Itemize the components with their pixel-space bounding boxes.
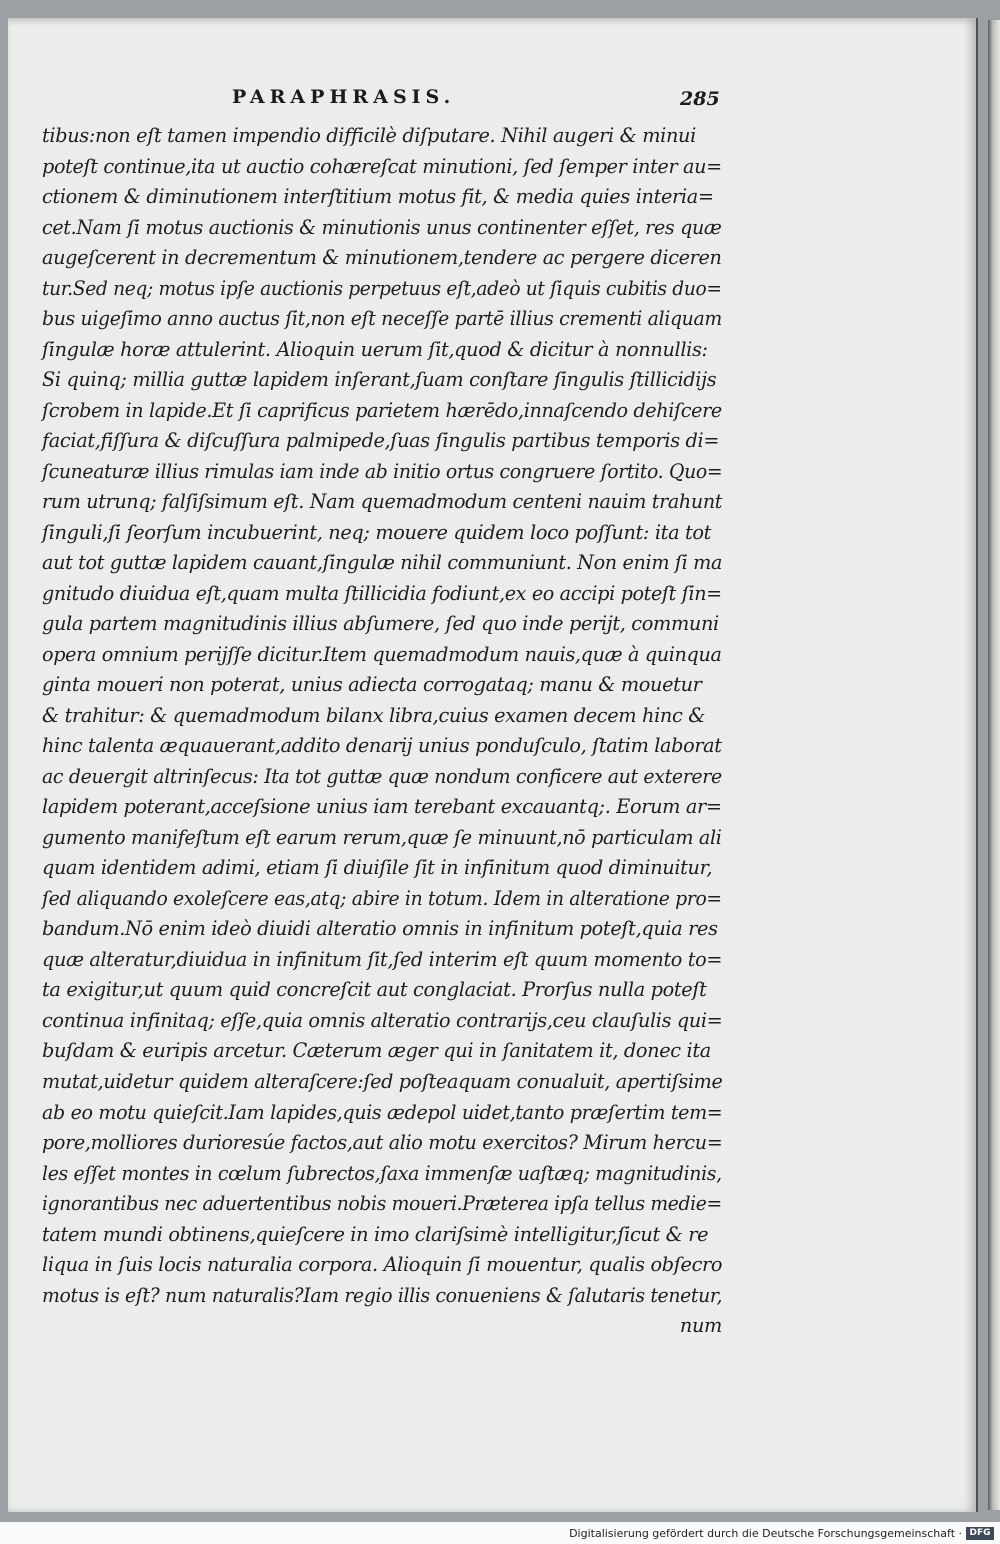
text-line: & trahitur: & quemadmodum bilanx libra,cuius examen decem hinc & [42,703,706,727]
text-line: ſcrobem in lapide.Et ſi caprificus parietem hærēdo,innaſcendo dehiſcere [42,398,722,422]
text-line: hinc talenta æquauerant,addito denarij unius ponduſculo, ſtatim laborat [42,734,722,758]
text-line: opera omnium perijſſe dicitur.Item quemadmodum nauis,quæ à quinqua [42,642,722,666]
text-line: gula partem magnitudinis illius abſumere, ſed quo inde perijt, communi [42,612,719,636]
text-line: augeſcerent in decrementum & minutionem,tendere ac pergere diceren [42,246,722,270]
text-line: ſed aliquando exoleſcere eas,atq; abire in totum. Idem in alteratione pro= [42,886,722,910]
text-line: poteſt continue,ita ut auctio cohæreſcat minutioni, ſed ſemper inter au= [42,154,722,178]
text-line: buſdam & euripis arcetur. Cæterum æger qui in ſanitatem it, donec ita [42,1039,711,1063]
body-text [42,121,722,1342]
text-line: bus uigeſimo anno auctus ſit,non eſt neceſſe partē illius crementi aliquam [42,307,722,331]
text-line: ab eo motu quieſcit.Iam lapides,quis ædepol uidet,tanto præſertim tem= [42,1100,723,1124]
dfg-logo: DFG [966,1527,994,1540]
text-line: gumento manifeſtum eſt earum rerum,quæ ſe minuunt,nō particulam ali [42,825,722,849]
text-line: ſinguli,ſi ſeorſum incubuerint, neq; mouere quidem loco poſſunt: ita tot [42,520,712,544]
text-line: aut tot guttæ lapidem cauant,ſingulæ nihil communiunt. Non enim ſi ma [42,551,723,575]
page-edge [988,20,1000,1510]
text-line: rum utrunq; falſiſsimum eſt. Nam quemadmodum centeni nauim trahunt [42,490,723,514]
text-line: cet.Nam ſi motus auctionis & minutionis unus continenter eſſet, res quæ [42,215,722,239]
text-line: lapidem poterant,acceſsione unius iam terebant excauantq;. Eorum ar= [42,795,722,819]
text-line: les eſſet montes in cœlum ſubrectos,ſaxa immenſæ uaſtæq; magnitudinis, [42,1161,722,1185]
text-line: tatem mundi obtinens,quieſcere in imo clariſsimè intelligitur,ſicut & re [42,1222,709,1246]
text-line: ginta moueri non poterat, unius adiecta corrogataq; manu & mouetur [42,673,702,697]
text-line: quæ alteratur,diuidua in infinitum ſit,ſed interim eſt quum momento to= [42,947,723,971]
text-line: ctionem & diminutionem interſtitium motus fit, & media quies interia= [42,185,714,209]
text-line: continua infinitaq; eſſe,quia omnis alteratio contrarijs,ceu clauſulis qui= [42,1008,723,1032]
text-line: bandum.Nō enim ideò diuidi alteratio omnis in infinitum poteſt,quia res [42,917,718,941]
text-line: quam identidem adimi, etiam ſi diuiſile ſit in infinitum quod diminuitur, [42,856,713,880]
text-line: gnitudo diuidua eſt,quam multa ſtillicidia fodiunt,ex eo accipi poteſt ſin= [42,581,722,605]
text-line: Si quinq; millia guttæ lapidem inſerant,ſuam conſtare ſingulis ſtillicidijs [42,368,717,392]
text-line: ta exigitur,ut quum quid concreſcit aut conglaciat. Prorſus nulla poteſt [42,978,707,1002]
running-head: PARAPHRASIS. [232,86,456,108]
text-line: ac deuergit altrinſecus: Ita tot guttæ quæ nondum conficere aut exterere [42,764,722,788]
page-number: 285 [680,88,720,110]
text-line: liqua in ſuis locis naturalia corpora. Alioquin ſi mouentur, qualis obſecro [42,1253,723,1277]
text-line: ignorantibus nec aduertentibus nobis moueri.Præterea ipſa tellus medie= [42,1192,722,1216]
text-line: tibus:non eſt tamen impendio difficilè diſputare. Nihil augeri & minui [42,124,696,147]
text-line: motus is eſt? num naturalis?Iam regio illis conueniens & ſalutaris tenetur, [42,1283,723,1307]
text-line: ſingulæ horæ attulerint. Alioquin uerum ſit,quod & dicitur à nonnullis: [42,337,708,361]
text-line: mutat,uidetur quidem alteraſcere:ſed poſteaquam conualuit, apertiſsime [42,1069,723,1093]
text-line: ſcuneaturæ illius rimulas iam inde ab initio ortus congruere ſortito. Quo= [42,459,723,483]
text-line: pore,molliores durioresúe factos,aut alio motu exercitos? Mirum hercu= [42,1131,723,1155]
text-line: faciat,fiſſura & diſcuſſura palmipede,ſuas ſingulis partibus temporis di= [42,429,720,453]
text-line: tur.Sed neq; motus ipſe auctionis perpetuus eſt,adeò ut ſiquis cubitis duo= [42,276,722,300]
catchword: num [679,1314,722,1338]
digitization-credit: Digitalisierung gefördert durch die Deutsche Forschungsgemeinschaft · [0,1524,1000,1544]
